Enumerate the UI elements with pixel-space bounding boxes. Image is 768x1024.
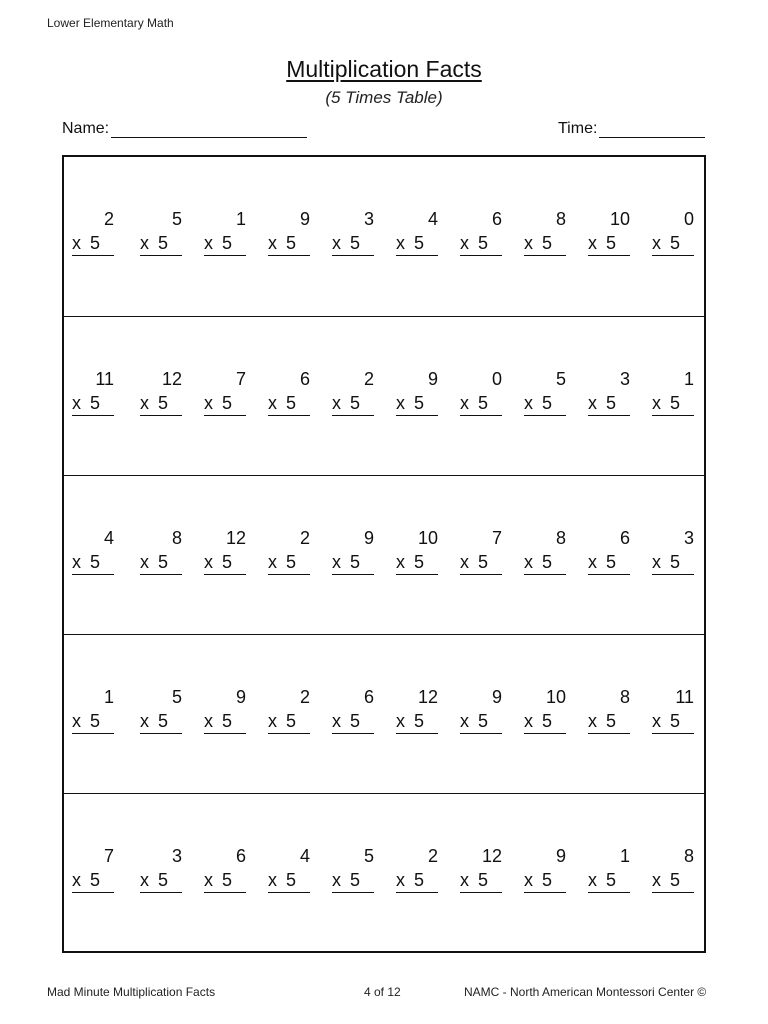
answer-line[interactable] (396, 868, 438, 893)
problem-multiplier: 5 (285, 552, 296, 572)
problem-multiplicand: 4 (427, 209, 438, 229)
answer-line[interactable] (204, 391, 246, 416)
times-symbol: x (396, 870, 405, 890)
problem-multiplicand: 2 (363, 369, 374, 389)
problem-multiplicand: 8 (619, 687, 630, 707)
times-symbol: x (140, 552, 149, 572)
problem-multiplier: 5 (541, 711, 552, 731)
problem (588, 207, 630, 256)
problem-multiplier: 5 (285, 870, 296, 890)
problem-multiplier: 5 (89, 711, 100, 731)
answer-line[interactable] (524, 868, 566, 893)
problem-multiplicand: 2 (299, 687, 310, 707)
answer-line[interactable] (652, 868, 694, 893)
answer-line[interactable] (460, 868, 502, 893)
times-symbol: x (460, 870, 469, 890)
problem (396, 367, 438, 416)
problem-multiplicand: 3 (683, 528, 694, 548)
answer-line[interactable] (524, 391, 566, 416)
problem (588, 367, 630, 416)
answer-line[interactable] (140, 550, 182, 575)
time-label: Time: (558, 120, 598, 137)
problem-multiplicand: 1 (103, 687, 114, 707)
answer-line[interactable] (72, 231, 114, 256)
problem-multiplicand: 10 (609, 209, 630, 229)
problem (140, 526, 182, 575)
times-symbol: x (524, 552, 533, 572)
times-symbol: x (72, 870, 81, 890)
times-symbol: x (140, 233, 149, 253)
times-symbol: x (524, 233, 533, 253)
problem (72, 207, 114, 256)
problem-multiplier: 5 (89, 233, 100, 253)
problem-multiplicand: 9 (555, 846, 566, 866)
answer-line[interactable] (140, 391, 182, 416)
problem-multiplier: 5 (285, 233, 296, 253)
problem (268, 844, 310, 893)
problem-multiplicand: 1 (235, 209, 246, 229)
answer-line[interactable] (396, 709, 438, 734)
problem-multiplicand: 9 (491, 687, 502, 707)
problem (588, 526, 630, 575)
course-label: Lower Elementary Math (47, 16, 174, 30)
problem-multiplier: 5 (157, 711, 168, 731)
name-label: Name: (62, 120, 110, 137)
problem (204, 685, 246, 734)
times-symbol: x (268, 711, 277, 731)
problem-multiplicand: 3 (171, 846, 182, 866)
problem-multiplier: 5 (669, 393, 680, 413)
problem (140, 207, 182, 256)
problem-multiplier: 5 (477, 552, 488, 572)
times-symbol: x (72, 711, 81, 731)
problem-multiplier: 5 (605, 393, 616, 413)
problem-multiplicand: 9 (235, 687, 246, 707)
problem-multiplier: 5 (541, 552, 552, 572)
problem-multiplicand: 10 (545, 687, 566, 707)
times-symbol: x (588, 552, 597, 572)
problem-row (64, 157, 704, 316)
answer-line[interactable] (268, 391, 310, 416)
answer-line[interactable] (268, 550, 310, 575)
answer-line[interactable] (332, 868, 374, 893)
problem-multiplier: 5 (413, 711, 424, 731)
times-symbol: x (204, 552, 213, 572)
times-symbol: x (588, 870, 597, 890)
problem-multiplier: 5 (349, 711, 360, 731)
problem-multiplier: 5 (605, 711, 616, 731)
problem (268, 207, 310, 256)
times-symbol: x (588, 393, 597, 413)
problem-multiplier: 5 (89, 870, 100, 890)
problem-multiplier: 5 (221, 711, 232, 731)
problem (396, 844, 438, 893)
problem-row (64, 793, 704, 953)
problem-multiplicand: 0 (491, 369, 502, 389)
answer-line[interactable] (652, 550, 694, 575)
problem-multiplier: 5 (89, 393, 100, 413)
answer-line[interactable] (396, 550, 438, 575)
times-symbol: x (396, 711, 405, 731)
problem-multiplicand: 10 (417, 528, 438, 548)
problem-multiplicand: 6 (299, 369, 310, 389)
problem-multiplicand: 11 (675, 687, 694, 707)
answer-line[interactable] (72, 550, 114, 575)
problem (396, 526, 438, 575)
worksheet-title: Multiplication Facts (286, 56, 482, 82)
problem (396, 685, 438, 734)
problem-multiplicand: 8 (683, 846, 694, 866)
problem-multiplier: 5 (669, 711, 680, 731)
problem-multiplier: 5 (285, 393, 296, 413)
problem-grid (62, 155, 706, 953)
answer-line[interactable] (524, 231, 566, 256)
answer-line[interactable] (652, 709, 694, 734)
problem (332, 526, 374, 575)
answer-line[interactable] (332, 709, 374, 734)
answer-line[interactable] (204, 550, 246, 575)
problem-row (64, 316, 704, 476)
problem (652, 207, 694, 256)
problem (460, 685, 502, 734)
times-symbol: x (396, 552, 405, 572)
problem (524, 685, 566, 734)
problem-multiplier: 5 (413, 552, 424, 572)
footer-publisher: NAMC - North American Montessori Center © (464, 985, 707, 999)
answer-line[interactable] (588, 709, 630, 734)
problem-multiplier: 5 (349, 870, 360, 890)
answer-line[interactable] (204, 868, 246, 893)
problem (332, 207, 374, 256)
problem-multiplicand: 8 (555, 528, 566, 548)
times-symbol: x (204, 711, 213, 731)
problem-multiplicand: 6 (235, 846, 246, 866)
problem-multiplicand: 6 (619, 528, 630, 548)
problem-multiplicand: 1 (619, 846, 630, 866)
problem (524, 367, 566, 416)
problem (204, 844, 246, 893)
problem (524, 844, 566, 893)
problem (72, 844, 114, 893)
problem (652, 367, 694, 416)
problem (140, 685, 182, 734)
footer-title: Mad Minute Multiplication Facts (47, 985, 216, 999)
problem (460, 526, 502, 575)
problem-multiplier: 5 (221, 393, 232, 413)
problem-multiplier: 5 (157, 233, 168, 253)
problem (204, 207, 246, 256)
answer-line[interactable] (268, 231, 310, 256)
answer-line[interactable] (268, 868, 310, 893)
problem (332, 685, 374, 734)
problem-multiplicand: 7 (491, 528, 502, 548)
problem-multiplicand: 3 (619, 369, 630, 389)
problem-multiplier: 5 (669, 233, 680, 253)
times-symbol: x (204, 233, 213, 253)
answer-line[interactable] (332, 550, 374, 575)
answer-line[interactable] (460, 391, 502, 416)
problem-multiplier: 5 (477, 233, 488, 253)
times-symbol: x (460, 393, 469, 413)
problem (268, 685, 310, 734)
problem-multiplicand: 12 (481, 846, 502, 866)
times-symbol: x (204, 870, 213, 890)
problem-multiplicand: 4 (103, 528, 114, 548)
answer-line[interactable] (652, 391, 694, 416)
problem-multiplicand: 5 (171, 209, 182, 229)
answer-line[interactable] (204, 709, 246, 734)
problem-multiplicand: 5 (555, 369, 566, 389)
answer-line[interactable] (524, 550, 566, 575)
name-blank-line (111, 121, 307, 138)
answer-line[interactable] (588, 231, 630, 256)
times-symbol: x (396, 393, 405, 413)
problem (460, 207, 502, 256)
answer-line[interactable] (140, 709, 182, 734)
problem (332, 844, 374, 893)
times-symbol: x (268, 552, 277, 572)
answer-line[interactable] (396, 231, 438, 256)
problem-multiplier: 5 (541, 870, 552, 890)
times-symbol: x (588, 233, 597, 253)
problem (72, 367, 114, 416)
name-field (62, 120, 307, 138)
problem (460, 844, 502, 893)
problem (460, 367, 502, 416)
problem-multiplier: 5 (605, 552, 616, 572)
times-symbol: x (652, 552, 661, 572)
times-symbol: x (72, 552, 81, 572)
problem (524, 207, 566, 256)
times-symbol: x (652, 870, 661, 890)
problem (268, 367, 310, 416)
problem (332, 367, 374, 416)
time-field (558, 120, 705, 138)
problem-multiplier: 5 (605, 870, 616, 890)
answer-line[interactable] (332, 391, 374, 416)
answer-line[interactable] (588, 391, 630, 416)
problem-multiplicand: 9 (363, 528, 374, 548)
problem-multiplier: 5 (669, 552, 680, 572)
problem-multiplier: 5 (221, 870, 232, 890)
times-symbol: x (332, 711, 341, 731)
problem (72, 526, 114, 575)
problem (588, 685, 630, 734)
times-symbol: x (460, 233, 469, 253)
answer-line[interactable] (652, 231, 694, 256)
answer-line[interactable] (72, 709, 114, 734)
answer-line[interactable] (460, 709, 502, 734)
time-blank-line (599, 121, 705, 138)
times-symbol: x (268, 233, 277, 253)
times-symbol: x (524, 393, 533, 413)
problem-multiplicand: 8 (555, 209, 566, 229)
times-symbol: x (268, 393, 277, 413)
problem-multiplier: 5 (605, 233, 616, 253)
problem-multiplicand: 0 (683, 209, 694, 229)
times-symbol: x (332, 393, 341, 413)
page-number: 4 of 12 (364, 985, 401, 999)
problem-multiplicand: 6 (491, 209, 502, 229)
answer-line[interactable] (204, 231, 246, 256)
problem (588, 844, 630, 893)
problem-multiplier: 5 (413, 233, 424, 253)
problem-multiplicand: 8 (171, 528, 182, 548)
problem-multiplicand: 9 (427, 369, 438, 389)
times-symbol: x (140, 393, 149, 413)
times-symbol: x (332, 552, 341, 572)
worksheet-subtitle: (5 Times Table) (325, 88, 443, 107)
times-symbol: x (460, 552, 469, 572)
answer-line[interactable] (72, 391, 114, 416)
problem (396, 207, 438, 256)
problem-multiplicand: 4 (299, 846, 310, 866)
times-symbol: x (652, 233, 661, 253)
times-symbol: x (588, 711, 597, 731)
times-symbol: x (524, 870, 533, 890)
problem-multiplicand: 2 (427, 846, 438, 866)
times-symbol: x (332, 233, 341, 253)
problem-multiplier: 5 (157, 870, 168, 890)
times-symbol: x (268, 870, 277, 890)
problem-multiplier: 5 (669, 870, 680, 890)
problem-multiplier: 5 (477, 870, 488, 890)
problem-multiplier: 5 (477, 711, 488, 731)
answer-line[interactable] (268, 709, 310, 734)
problem-multiplicand: 3 (363, 209, 374, 229)
times-symbol: x (140, 711, 149, 731)
problem-multiplier: 5 (349, 233, 360, 253)
answer-line[interactable] (588, 868, 630, 893)
problem (140, 367, 182, 416)
problem-row (64, 634, 704, 794)
answer-line[interactable] (460, 231, 502, 256)
problem (268, 526, 310, 575)
problem (204, 367, 246, 416)
answer-line[interactable] (588, 550, 630, 575)
problem-multiplicand: 12 (417, 687, 438, 707)
answer-line[interactable] (460, 550, 502, 575)
problem (652, 844, 694, 893)
problem-multiplicand: 5 (171, 687, 182, 707)
problem-multiplier: 5 (477, 393, 488, 413)
problem (524, 526, 566, 575)
problem-multiplicand: 6 (363, 687, 374, 707)
problem-multiplicand: 9 (299, 209, 310, 229)
problem-multiplicand: 2 (299, 528, 310, 548)
problem-multiplier: 5 (89, 552, 100, 572)
problem (204, 526, 246, 575)
problem-multiplier: 5 (285, 711, 296, 731)
problem-multiplier: 5 (541, 233, 552, 253)
times-symbol: x (332, 870, 341, 890)
answer-line[interactable] (524, 709, 566, 734)
problem-multiplier: 5 (413, 870, 424, 890)
problem-row (64, 475, 704, 635)
problem-multiplier: 5 (221, 233, 232, 253)
answer-line[interactable] (396, 391, 438, 416)
answer-line[interactable] (140, 868, 182, 893)
problem-multiplicand: 7 (103, 846, 114, 866)
problem-multiplicand: 5 (363, 846, 374, 866)
times-symbol: x (140, 870, 149, 890)
times-symbol: x (72, 393, 81, 413)
times-symbol: x (72, 233, 81, 253)
problem-multiplier: 5 (349, 552, 360, 572)
problem-multiplier: 5 (413, 393, 424, 413)
problem-multiplicand: 7 (235, 369, 246, 389)
problem (140, 844, 182, 893)
problem-multiplicand: 1 (683, 369, 694, 389)
times-symbol: x (460, 711, 469, 731)
times-symbol: x (524, 711, 533, 731)
problem-multiplicand: 12 (161, 369, 182, 389)
problem-multiplier: 5 (157, 552, 168, 572)
times-symbol: x (396, 233, 405, 253)
problem (72, 685, 114, 734)
problem-multiplier: 5 (541, 393, 552, 413)
answer-line[interactable] (332, 231, 374, 256)
problem (652, 685, 694, 734)
answer-line[interactable] (140, 231, 182, 256)
problem-multiplicand: 2 (103, 209, 114, 229)
problem-multiplier: 5 (157, 393, 168, 413)
times-symbol: x (652, 711, 661, 731)
problem-multiplicand: 11 (95, 369, 114, 389)
answer-line[interactable] (72, 868, 114, 893)
problem (652, 526, 694, 575)
problem-multiplier: 5 (221, 552, 232, 572)
problem-multiplier: 5 (349, 393, 360, 413)
problem-multiplicand: 12 (225, 528, 246, 548)
times-symbol: x (204, 393, 213, 413)
times-symbol: x (652, 393, 661, 413)
